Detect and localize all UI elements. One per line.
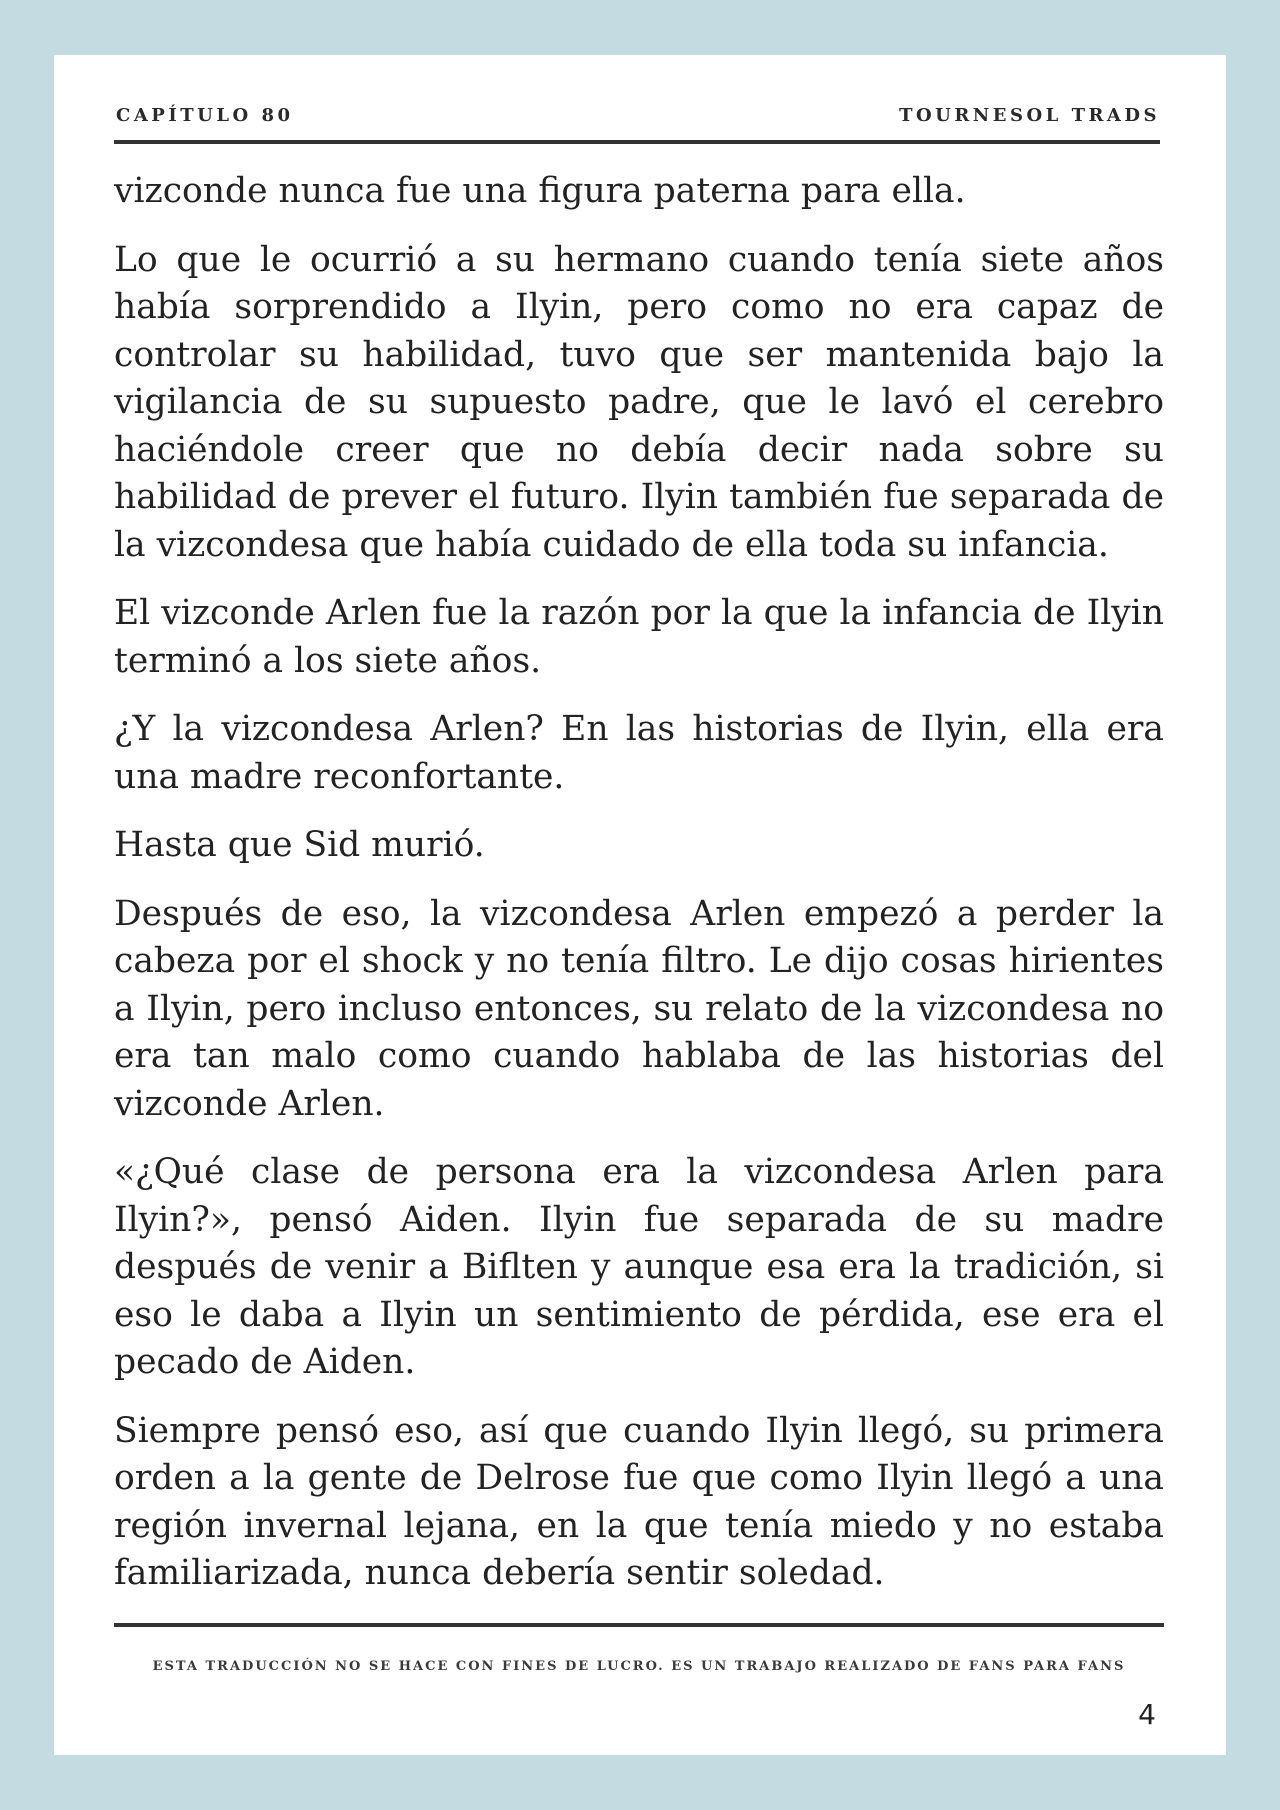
header-divider xyxy=(114,140,1160,144)
paragraph: El vizconde Arlen fue la razón por la que la infancia de Ilyin terminó a los siete años. xyxy=(114,593,1164,681)
paragraph: Después de eso, la vizcondesa Arlen empezó a perder la cabeza por el shock y no tenía filtro. Le dijo cosas hirientes a Ilyin, pero incluso entonces, su relato de la vizcondesa no era tan malo como cuando hablaba de las historias del vizconde Arlen. xyxy=(114,893,1164,1124)
paragraph: vizconde nunca fue una figura paterna para ella. xyxy=(114,171,966,211)
page-header xyxy=(116,105,1160,135)
paragraph: Lo que le ocurrió a su hermano cuando tenía siete años había sorprendido a Ilyin, pero como no era capaz de controlar su habilidad, tuvo que ser mantenida bajo la vigilancia de su supuesto padre, que le lavó el cerebro haciéndole creer que no debía decir nada sobre su habilidad de prever el futuro. Ilyin también fue separada de la vizcondesa que había cuidado de ella toda su infancia. xyxy=(114,239,1164,565)
paragraph: «¿Qué clase de persona era la vizcondesa Arlen para Ilyin?», pensó Aiden. Ilyin fue separada de su madre después de venir a Biflten y aunque esa era la tradición, si eso le daba a Ilyin un sentimiento de pérdida, ese era el pecado de Aiden. xyxy=(114,1152,1164,1382)
body-text xyxy=(114,168,1164,1619)
translator-group: TOURNESOL TRADS xyxy=(899,105,1160,126)
footer-divider xyxy=(114,1623,1164,1627)
chapter-title: CAPÍTULO 80 xyxy=(116,105,294,126)
paragraph: Hasta que Sid murió. xyxy=(114,825,485,865)
paragraph: Siempre pensó eso, así que cuando Ilyin llegó, su primera orden a la gente de Delrose fue que como Ilyin llegó a una región invernal lejana, en la que tenía miedo y no estaba familiarizada, nunca debería sentir soledad. xyxy=(114,1410,1164,1593)
page-number: 4 xyxy=(1138,1698,1156,1731)
document-page xyxy=(54,55,1226,1755)
footer-disclaimer: ESTA TRADUCCIÓN NO SE HACE CON FINES DE LUCRO. ES UN TRABAJO REALIZADO DE FANS PARA FANS xyxy=(152,1659,1126,1674)
paragraph: ¿Y la vizcondesa Arlen? En las historias de Ilyin, ella era una madre reconfortante. xyxy=(114,709,1164,797)
